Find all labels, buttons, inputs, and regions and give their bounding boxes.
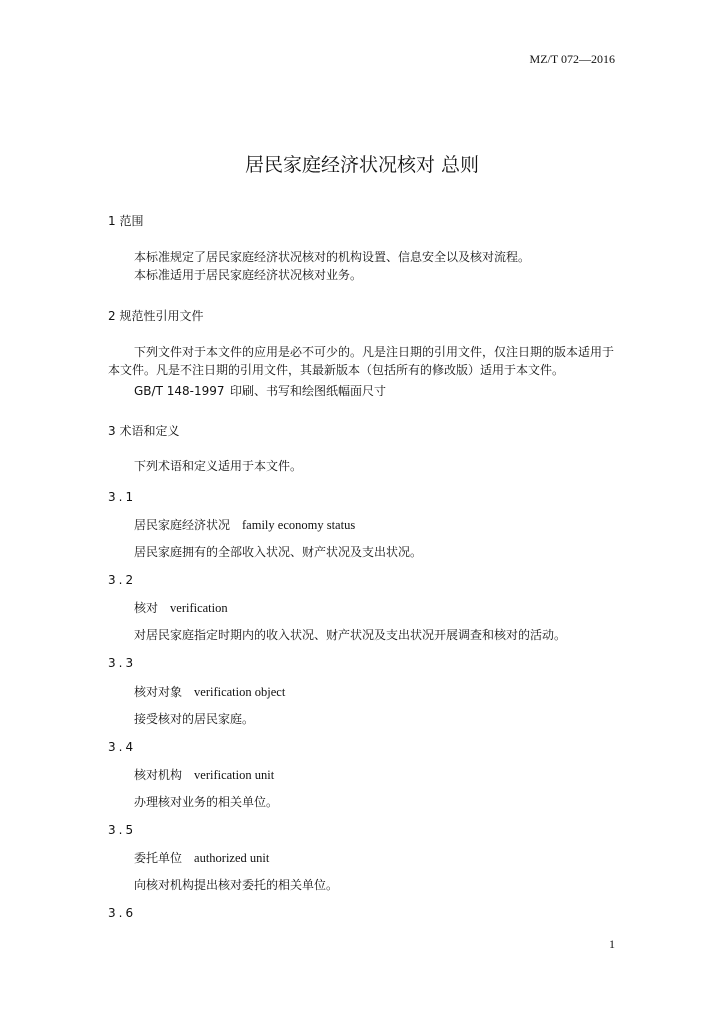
- standard-code-header: MZ/T 072—2016: [529, 52, 615, 66]
- term-zh: 核对机构: [134, 768, 183, 782]
- term-entry: [134, 599, 228, 616]
- term-en: verification object: [194, 685, 286, 699]
- term-number: 3.5: [108, 823, 137, 837]
- term-number: 3.4: [108, 740, 137, 754]
- section-3-intro: 下列术语和定义适用于本文件。: [134, 459, 303, 473]
- term-definition: 居民家庭拥有的全部收入状况、财产状况及支出状况。: [134, 545, 423, 559]
- term-en: verification unit: [194, 768, 275, 782]
- term-zh: 居民家庭经济状况: [134, 518, 231, 532]
- term-definition: 向核对机构提出核对委托的相关单位。: [134, 878, 339, 892]
- reference-title: 印刷、书写和绘图纸幅面尺寸: [230, 384, 387, 398]
- term-entry: [134, 516, 355, 533]
- term-number: 3.3: [108, 656, 137, 670]
- term-zh: 委托单位: [134, 851, 183, 865]
- section-1-para-2: 本标准适用于居民家庭经济状况核对业务。: [134, 268, 363, 282]
- page-title: 居民家庭经济状况核对 总则: [244, 154, 480, 176]
- term-number: 3.2: [108, 573, 137, 587]
- term-en: verification: [170, 601, 228, 615]
- term-en: family economy status: [242, 518, 356, 532]
- normative-reference: [134, 382, 616, 400]
- term-entry: [134, 766, 274, 783]
- section-2-para: 下列文件对于本文件的应用是必不可少的。凡是注日期的引用文件，仅注日期的版本适用于本文件。凡是不注日期的引用文件，其最新版本（包括所有的修改版）适用于本文件。: [108, 345, 615, 377]
- term-en: authorized unit: [194, 851, 270, 865]
- term-number: 3.6: [108, 906, 137, 920]
- reference-code: GB/T 148-1997: [134, 384, 225, 398]
- term-definition: 对居民家庭指定时期内的收入状况、财产状况及支出状况开展调查和核对的活动。: [134, 628, 567, 642]
- term-entry: [134, 683, 285, 700]
- term-number: 3.1: [108, 490, 137, 504]
- term-definition: 办理核对业务的相关单位。: [134, 795, 279, 809]
- section-3-heading: 3 术语和定义: [108, 424, 180, 438]
- section-2-heading: 2 规范性引用文件: [108, 309, 204, 323]
- page-number: 1: [609, 937, 615, 951]
- section-1-para-1: 本标准规定了居民家庭经济状况核对的机构设置、信息安全以及核对流程。: [134, 250, 531, 264]
- term-zh: 核对: [134, 601, 159, 615]
- section-1-heading: 1 范围: [108, 214, 144, 228]
- term-entry: [134, 849, 269, 866]
- term-zh: 核对对象: [134, 685, 183, 699]
- term-definition: 接受核对的居民家庭。: [134, 712, 255, 726]
